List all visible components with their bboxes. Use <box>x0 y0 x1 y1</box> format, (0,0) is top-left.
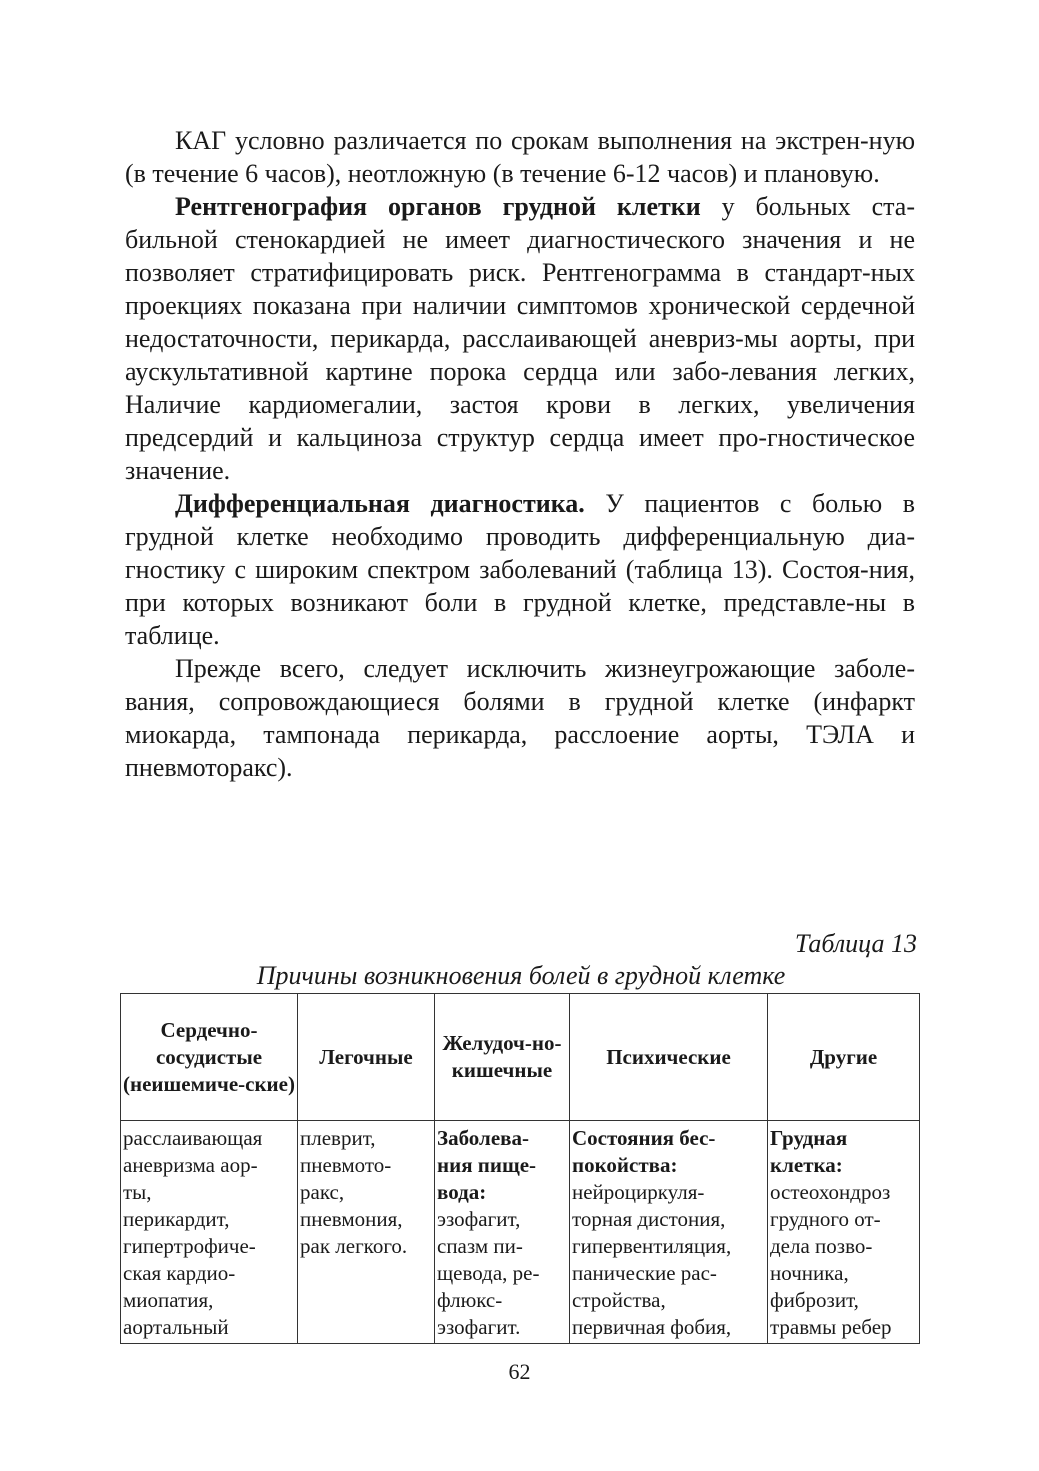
table-title: Причины возникновения болей в грудной клетке <box>256 961 786 990</box>
heading-differential: Дифференциальная диагностика. <box>175 489 585 518</box>
header-psychiatric: Психические <box>570 994 768 1121</box>
cell-line: пневмония, <box>300 1207 403 1231</box>
cell-line: нейроциркуля- <box>572 1180 705 1204</box>
cell-line: панические рас- <box>572 1261 717 1285</box>
cell-line: торная дистония, <box>572 1207 726 1231</box>
cell-subheading: вода: <box>437 1180 487 1204</box>
cell-line: ракс, <box>300 1180 345 1204</box>
paragraph-xray-text: у больных ста-бильной стенокардией не имеет диагностического значения и не позволяет стратифицировать риск. Рентгенограмма в стандарт-ных проекциях показана при наличии симптомов хронической сердечной недостаточности, перикарда, расслаивающей аневриз-мы аорты, при аускультативной картине порока сердца или забо-левания легких, Наличие кардиомегалии, застоя крови в легких, увеличения предсердий и кальциноза структур сердца имеет про-гностическое значение. <box>125 192 915 485</box>
cell-line: стройства, <box>572 1288 666 1312</box>
cell-line: фиброзит, <box>770 1288 859 1312</box>
cell-line: эзофагит. <box>437 1315 521 1339</box>
cell-line: ская кардио- <box>123 1261 236 1285</box>
paragraph-xray <box>125 190 915 487</box>
cell-subheading: Состояния бес- <box>572 1126 716 1150</box>
header-other: Другие <box>768 994 920 1121</box>
causes-table <box>120 993 920 1344</box>
cell-line: гипертрофиче- <box>123 1234 256 1258</box>
heading-xray: Рентгенография органов грудной клетки <box>175 192 701 221</box>
cell-subheading: клетка: <box>770 1153 843 1177</box>
cell-line: аортальный <box>123 1315 229 1339</box>
table-number: Таблица 13 <box>794 929 917 958</box>
header-cardiovascular: Сердечно-сосудистые (неишемиче-ские) <box>121 994 298 1121</box>
cell-line: ты, <box>123 1180 152 1204</box>
page-number: 62 <box>508 1359 531 1384</box>
cell-line: щевода, ре- <box>437 1261 540 1285</box>
cell-cardiovascular <box>121 1121 298 1344</box>
cell-line: эзофагит, <box>437 1207 521 1231</box>
cell-line: аневризма аор- <box>123 1153 258 1177</box>
paragraph-kag: КАГ условно различается по срокам выполнения на экстрен-ную (в течение 6 часов), неотложную (в течение 6-12 часов) и плановую. <box>125 126 915 188</box>
cell-line: пневмото- <box>300 1153 392 1177</box>
cell-line: флюкс- <box>437 1288 503 1312</box>
cell-line: перикардит, <box>123 1207 230 1231</box>
cell-line: остеохондроз <box>770 1180 891 1204</box>
cell-subheading: покойства: <box>572 1153 678 1177</box>
cell-line: дела позво- <box>770 1234 873 1258</box>
cell-line: гипервентиляция, <box>572 1234 732 1258</box>
cell-line: расслаивающая <box>123 1126 263 1150</box>
cell-line: миопатия, <box>123 1288 214 1312</box>
header-gastrointestinal: Желудоч-но-кишечные <box>435 994 570 1121</box>
cell-subheading: Заболева- <box>437 1126 529 1150</box>
cell-line: рак легкого. <box>300 1234 408 1258</box>
cell-line: первичная фобия, <box>572 1315 732 1339</box>
cell-line: ночника, <box>770 1261 849 1285</box>
cell-pulmonary <box>298 1121 435 1344</box>
table-row <box>121 1121 920 1344</box>
cell-line: спазм пи- <box>437 1234 523 1258</box>
cell-other <box>768 1121 920 1344</box>
cell-line: плеврит, <box>300 1126 376 1150</box>
cell-gastrointestinal <box>435 1121 570 1344</box>
body-text <box>125 124 915 784</box>
cell-subheading: ния пище- <box>437 1153 537 1177</box>
table-header-row <box>121 994 920 1121</box>
cell-line: грудного от- <box>770 1207 881 1231</box>
cell-psychiatric <box>570 1121 768 1344</box>
cell-line: травмы ребер <box>770 1315 892 1339</box>
cell-subheading: Грудная <box>770 1126 848 1150</box>
paragraph-differential <box>125 487 915 652</box>
paragraph-exclude: Прежде всего, следует исключить жизнеугрожающие заболе-вания, сопровождающиеся болями в грудной клетке (инфаркт миокарда, тампонада перикарда, расслоение аорты, ТЭЛА и пневмоторакс). <box>125 654 915 782</box>
paragraph-differential-text: У пациентов с болью в грудной клетке необходимо проводить дифференциальную диа-гностику с широким спектром заболеваний (таблица 13). Состоя-ния, при которых возникают боли в грудной клетке, представле-ны в таблице. <box>125 489 915 650</box>
header-pulmonary: Легочные <box>298 994 435 1121</box>
